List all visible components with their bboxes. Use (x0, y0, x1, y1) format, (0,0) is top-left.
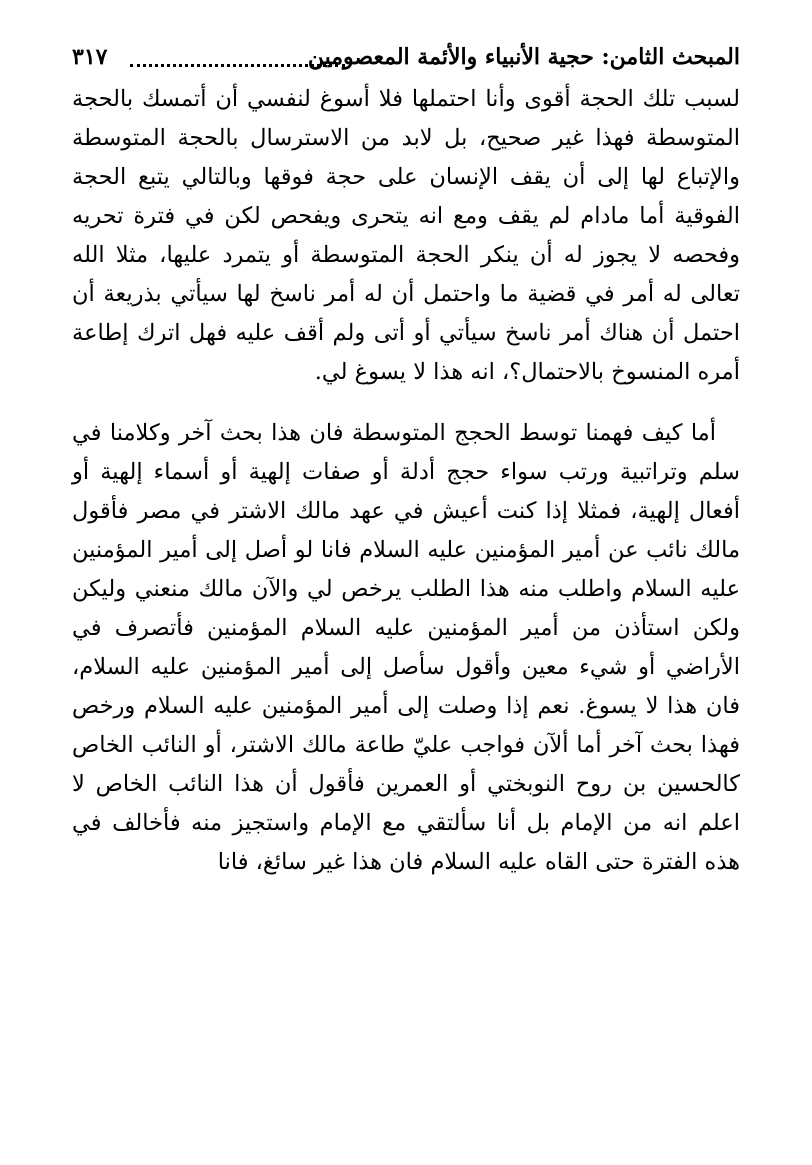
document-page (72, 34, 740, 882)
page-header (72, 34, 740, 80)
paragraph-2: أما كيف فهمنا توسط الحجج المتوسطة فان هذا بحث آخر وكلامنا في سلم وتراتبية ورتب سواء حجج أدلة أو صفات إلهية أو أسماء إلهية أو أفعال إلهية، فمثلا إذا كنت أعيش في عهد مالك الاشتر في مصر فأقول مالك نائب عن أمير المؤمنين عليه السلام فانا لو أصل إلى أمير المؤمنين عليه السلام واطلب منه هذا الطلب يرخص لي والآن مالك منعني وليكن ولكن استأذن من أمير المؤمنين عليه السلام المؤمنين فأتصرف في الأراضي أو شيء معين وأقول سأصل إلى أمير المؤمنين عليه السلام، فان هذا لا يسوغ. نعم إذا وصلت إلى أمير المؤمنين عليه السلام ورخص فهذا بحث آخر أما ألآن فواجب عليّ طاعة مالك الاشتر، أو النائب الخاص كالحسين بن روح النوبختي أو العمرين فأقول أن هذا النائب الخاص لا اعلم انه من الإمام بل أنا سألتقي مع الإمام واستجيز منه فأخالف في هذه الفترة حتى القاه عليه السلام فان هذا غير سائغ، فانا (72, 420, 740, 875)
paragraph-1: لسبب تلك الحجة أقوى وأنا احتملها فلا أسوغ لنفسي أن أتمسك بالحجة المتوسطة فهذا غير صحيح، بل لابد من الاسترسال بالحجة المتوسطة والإتباع لها إلى أن يقف الإنسان على حجة فوقها وبالتالي يتبع الحجة الفوقية أما مادام لم يقف ومع انه يتحرى ويفحص لكن في فترة تحريه وفحصه لا يجوز له أن ينكر الحجة المتوسطة أو يتمرد عليها، مثلا الله تعالى له أمر في قضية ما واحتمل أن له أمر ناسخ لها سيأتي بذريعة أن احتمل أن هناك أمر ناسخ سيأتي أو أتى ولم أقف عليه فهل اترك إطاعة أمره المنسوخ بالاحتمال؟، انه هذا لا يسوغ لي. (72, 86, 740, 385)
body-text (72, 80, 740, 882)
page-number: ٣١٧ (72, 44, 108, 70)
chapter-title: المبحث الثامن: حجية الأنبياء والأئمة المعصومين (307, 44, 740, 70)
header-leader-dots (130, 64, 345, 67)
